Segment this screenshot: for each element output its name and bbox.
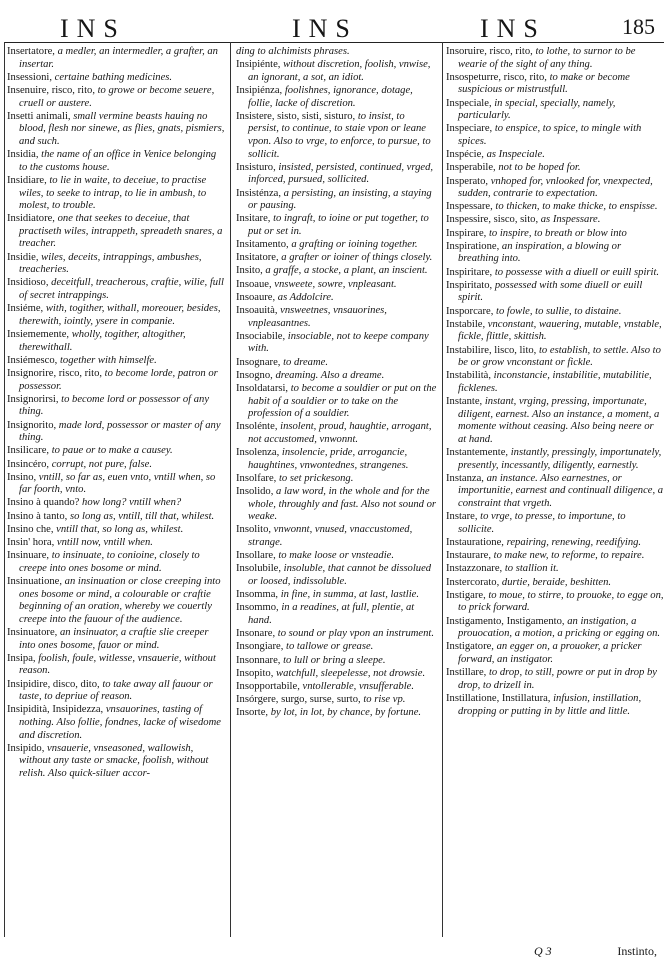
entry-headword: Insórgere, surgo, surse, surto, [236,694,361,706]
entry-definition: to fowle, to sullie, to distaine. [493,305,622,317]
entry-definition: to become lorde, patron or possessor. [19,367,218,392]
entry-headword: Insopportabile, [236,680,300,692]
dictionary-entry [236,628,438,641]
entry-headword: Insiememente, [7,329,70,340]
entry-definition: to sound or play vpon an instrument. [275,628,435,640]
entry-headword: Inspeciare, [446,123,493,135]
dictionary-entry [7,368,225,393]
entry-headword: Insoaue, [236,278,272,290]
entry-headword: Insignorire, risco, rito, [7,367,103,379]
dictionary-entry [236,370,438,383]
dictionary-entry [7,576,225,626]
entry-definition: corrupt, not pure, false. [49,458,152,470]
entry-headword: Insorte, [236,707,269,719]
entry-headword: Inspirare, [446,227,487,239]
entry-definition: a law word, in the whole and for the whole, throughly and fast. Also not sound or weake. [248,486,437,523]
dictionary-entry [7,213,225,251]
entry-definition: to paue or to make a causey. [49,445,173,457]
entry-definition: to insinuate, to conioine, closely to creepe into ones bosome or mind. [19,550,200,574]
entry-headword: Insito, [236,265,263,277]
dictionary-entry [446,162,664,175]
dictionary-entry [446,98,664,123]
entry-definition: vntill now, vntill when. [54,537,153,549]
dictionary-entry [7,303,225,328]
page-number: 185 [622,14,655,39]
entry-definition: so long as, vntill, till that, whilest. [67,510,215,522]
entry-definition: possessed with some diuell or euill spirit. [458,279,643,304]
entry-headword: Insipido, [7,742,45,754]
entry-definition: to dreame. [280,356,328,368]
dictionary-entry [446,214,664,227]
entry-headword: Instaurare, [446,550,491,562]
dictionary-entry [446,590,664,615]
dictionary-entry [236,239,438,252]
dictionary-entry [236,486,438,524]
entry-headword: Insinuare, [7,550,50,562]
entry-definition: foolishnes, ignorance, dotage, follie, lacke of discretion. [248,84,413,109]
entry-definition: vnsauerie, vnseasoned, wallowish, without any taste or smacke, foolish, without relish. Also quick-siluer accor- [19,742,209,779]
entry-definition: a persisting, an insisting, a staying or pausing. [248,187,432,212]
entry-headword: Insperato, [446,175,489,187]
entry-definition: vntill, so far as, euen vnto, vntill when, so far foorth, vnto. [19,471,216,496]
entry-definition: insisted, persisted, continued, vrged, inforced, pursued, sollicited. [248,161,434,186]
entry-headword: Instare, [446,511,478,523]
entry-definition: as Addolcire. [275,291,334,303]
dictionary-entry [446,537,664,550]
entry-headword: Insincéro, [7,458,50,470]
entry-headword: Insolubile, [236,563,282,575]
entry-definition: an inspiration, a blowing or breathing into. [458,240,622,265]
dictionary-entry [236,447,438,472]
entry-headword: Insitamento, [236,239,289,251]
entry-definition: foolish, foule, witlesse, vnsauerie, without reason. [19,652,216,677]
dictionary-entry [236,162,438,187]
entry-headword: Instillare, [446,667,487,679]
entry-definition: how long? vntill when? [79,497,182,509]
dictionary-entry [446,473,664,511]
entry-headword: Insogno, [236,369,273,381]
entry-definition: small vermine beasts hauing no blood, flesh nor sinewe, as flies, gnats, pismiers, and such. [19,110,225,147]
entry-headword: Instante, [446,396,483,408]
entry-headword: Instercorato, [446,576,500,588]
running-headword-right: INS [480,14,546,43]
dictionary-entry [7,743,225,781]
entry-headword: Insino, [7,471,37,483]
entry-definition: repairing, renewing, reedifying. [503,537,642,549]
entry-headword: Insenuire, risco, rito, [7,84,95,96]
entry-headword: Insiéme, [7,303,44,315]
entry-headword: Insidiare, [7,174,47,186]
entry-definition: to lothe, to surnor to be wearie of the sight of any thing. [458,46,636,70]
entry-headword: Inspessare, [446,201,493,213]
entry-headword: Insolito, [236,524,272,536]
dictionary-entry [446,345,664,370]
dictionary-entry [446,123,664,148]
dictionary-entry [446,149,664,162]
entry-definition: to stallion it. [502,563,559,575]
entry-definition: a graffe, a stocke, a plant, an inscient. [262,265,428,277]
dictionary-entry [236,331,438,356]
entry-definition: insolencie, pride, arrogancie, haughtines, vnwontednes, strangenes. [248,447,409,471]
entry-headword: Instanza, [446,472,484,484]
entry-headword: Insociabile, [236,330,286,342]
entry-headword: Insertatore, [7,46,55,57]
entry-headword: Insino à quando? [7,497,80,509]
dictionary-entry [7,537,225,550]
entry-definition: with, togither, withall, moreouer, besides, therewith, iointly, ysere in companie. [19,303,221,327]
entry-headword: Insignorirsi, [7,393,59,405]
dictionary-entry [7,85,225,110]
dictionary-entry [236,111,438,161]
entry-definition: together with himselfe. [57,354,157,366]
dictionary-entry [446,228,664,241]
dictionary-entry [7,420,225,445]
entry-definition: vnsweetnes, vnsauorines, vnpleasantnes. [248,305,387,329]
dictionary-entry [236,421,438,446]
dictionary-entry [446,267,664,280]
dictionary-entry [446,241,664,266]
entry-headword: Insipidire, disco, dito, [7,678,100,690]
entry-headword: Insisturo, [236,161,276,173]
entry-headword: Instigamento, Instigamento, [446,615,565,627]
dictionary-entry [446,280,664,305]
entry-headword: Inspiritare, [446,266,493,278]
entry-definition: durtie, beraide, beshitten. [499,576,612,588]
entry-headword: Insidie, [7,251,39,263]
dictionary-entry [236,265,438,278]
entry-definition: an instigation, a prouocation, a motion, a pricking or egging on. [458,615,661,640]
entry-definition: not to be hoped for. [495,162,581,174]
entry-definition: to growe or become seuere, cruell or austere. [19,84,215,109]
entry-definition: dreaming. Also a dreame. [272,369,385,381]
entry-headword: Insidioso, [7,277,49,289]
entry-headword: Inspiritato, [446,279,493,291]
entry-definition: vnsweete, sowre, vnpleasant. [271,278,397,290]
entry-headword: Insonare, [236,628,276,640]
dictionary-entry [7,355,225,368]
entry-definition: infusion, instillation, dropping or putting in by little and little. [458,692,642,717]
entry-headword: Instantemente, [446,447,509,459]
dictionary-entry [7,679,225,704]
entry-headword: Insignorito, [7,419,57,431]
entry-definition: the name of an office in Venice belonging to the customs house. [19,149,217,173]
entry-headword: Instigare, [446,589,486,601]
entry-definition: in a readines, at full, plentie, at hand. [248,602,415,626]
entry-headword: Insolido, [236,486,274,498]
dictionary-entry [7,277,225,302]
entry-headword: Insinuatore, [7,626,58,638]
dictionary-entry [446,511,664,536]
entry-definition: to lull or bring a sleepe. [280,654,386,666]
entry-definition: to enspice, to spice, to mingle with spices. [458,123,642,147]
entry-headword: Insoaure, [236,291,276,303]
dictionary-entry [236,550,438,563]
entry-definition: to insist, to persist, to continue, to staie vpon or leane vpon. Also to vrge, to enforce, to pursue, to sollicit. [248,110,431,160]
entry-definition: certaine bathing medicines. [52,71,173,83]
entry-headword: Insollare, [236,550,276,562]
dictionary-entry [236,694,438,707]
running-head [0,14,671,44]
dictionary-entry [236,357,438,370]
entry-definition: an egger on, a prouoker, a pricker forward, an instigator. [458,641,642,665]
entry-definition: watchfull, sleepelesse, not drowsie. [273,667,426,679]
dictionary-entry [236,641,438,654]
entry-definition: by lot, in lot, by chance, by fortune. [268,707,422,719]
entry-definition: to drop, to still, powre or put in drop by drop, to drizell in. [458,667,657,691]
dictionary-entry [7,329,225,354]
dictionary-entry [446,616,664,641]
entry-definition: vnwonnt, vnused, vnaccustomed, strange. [248,524,413,549]
entry-definition: to make loose or vnsteadie. [275,550,394,562]
entry-definition: to take away all fauour or taste, to depriue of reason. [19,678,213,703]
dictionary-entry [446,550,664,563]
entry-definition: to ingraft, to ioine or put together, to put or set in. [248,213,429,237]
entry-headword: Insilicare, [7,445,50,457]
dictionary-entry [446,370,664,395]
entry-headword: Insino à tanto, [7,510,68,522]
dictionary-entry [7,653,225,678]
entry-headword: Inspécie, [446,149,484,161]
entry-definition: insoluble, that cannot be dissolued or loosed, indissoluble. [248,563,432,587]
entry-headword: Insolfare, [236,472,277,484]
entry-definition: an insinuation or close creeping into ones bosome or mind, a colourable or craftie beginning of an oration, whereby we couertly creepe into the fauour of the audience. [19,576,221,625]
column-middle [236,46,438,720]
dictionary-entry [446,319,664,344]
entry-definition: instant, vrging, pressing, importunate, diligent, earnest. Also an instance, a moment, a momente without ceasing. Also being neere or at hand. [458,396,660,445]
entry-definition: to become lord or possessor of any thing. [19,393,210,418]
dictionary-entry [236,707,438,720]
dictionary-entry [7,511,225,524]
entry-definition: to vrge, to presse, to importune, to sollicite. [458,511,626,535]
entry-headword: Insin' hora, [7,537,55,549]
dictionary-entry [7,459,225,472]
dictionary-entry [236,563,438,588]
entry-definition: to make new, to reforme, to repaire. [491,550,645,562]
entry-headword: Instabilire, lisco, lito, [446,344,537,356]
entry-headword: Instabilità, [446,370,492,382]
dictionary-entry [446,577,664,590]
entry-headword: Insipa, [7,652,36,664]
entry-definition: an insinuator, a craftie slie creeper into ones bosome, fauor or mind. [19,626,209,651]
entry-definition: instantly, pressingly, importunately, presently, incessantly, diligently, earnestly. [458,447,662,471]
dictionary-entry [7,111,225,149]
entry-headword: Insitatore, [236,252,279,264]
dictionary-entry [236,252,438,265]
column-rule-left [4,42,5,937]
dictionary-entry [7,497,225,510]
entry-definition: insolent, proud, haughtie, arrogant, not accustomed, vnwonnt. [248,421,432,445]
entry-headword: Inspeciale, [446,97,492,109]
entry-definition: to make or become suspicious or mistrustfull. [458,71,630,96]
entry-definition: a medler, an intermedler, a grafter, an insertar. [19,46,218,70]
dictionary-entry [446,447,664,472]
entry-definition: to rise vp. [360,694,406,706]
entry-headword: Insoruire, risco, rito, [446,46,533,57]
dictionary-entry [7,252,225,277]
dictionary-entry [7,704,225,742]
entry-definition: to moue, to stirre, to prouoke, to egge on, to prick forward. [458,589,664,614]
entry-definition: to possesse with a diuell or euill spirit. [492,266,660,278]
running-headword-left: INS [60,14,126,43]
entry-definition: one that seekes to deceiue, that practiseth wiles, intrappeth, spreadeth snares, a treacher. [19,213,223,250]
entry-definition: without discretion, foolish, vnwise, an ignorant, a sot, an idiot. [248,59,431,83]
dictionary-entry [7,627,225,652]
entry-headword: Inspessire, sisco, sito, [446,214,539,226]
dictionary-entry [446,641,664,666]
entry-definition: vntollerable, vnsufferable. [299,680,414,692]
entry-definition: in special, specially, namely, particularly. [458,97,616,122]
running-headword-center: INS [292,14,358,43]
entry-headword: Insospeturre, risco, rito, [446,71,547,83]
entry-headword: Insipidità, Insipidezza, [7,704,104,716]
dictionary-entry [236,85,438,110]
dictionary-entry [446,693,664,718]
entry-headword: Insisténza, [236,187,282,199]
dictionary-entry [236,188,438,213]
dictionary-entry [236,292,438,305]
dictionary-entry [446,72,664,97]
dictionary-entry [446,201,664,214]
entry-definition: inconstancie, instabilitie, mutabilitie, ficklenes. [458,370,652,394]
dictionary-entry [7,394,225,419]
entry-headword: Insolénte, [236,421,278,433]
dictionary-entry [446,176,664,201]
entry-definition: insociable, not to keepe company with. [248,330,429,355]
dictionary-entry [446,46,664,71]
entry-definition: vnconstant, wauering, mutable, vnstable, fickle, flittle, skittish. [458,318,662,343]
entry-headword: Insessioni, [7,71,53,83]
dictionary-entry [236,655,438,668]
column-rule-1 [230,42,231,937]
dictionary-entry [236,473,438,486]
header-rule [4,42,664,43]
entry-headword: Instazzonare, [446,563,503,575]
dictionary-entry [236,213,438,238]
dictionary-entry [7,472,225,497]
dictionary-entry [7,445,225,458]
entry-headword: Insetti animali, [7,110,71,122]
dictionary-entry [236,524,438,549]
entry-definition: a grafting or ioining together. [288,239,418,251]
entry-headword: Instillatione, Instillatura, [446,692,551,704]
entry-headword: Insipiénte, [236,59,281,71]
dictionary-entry [446,306,664,319]
entry-definition: wiles, deceits, intrappings, ambushes, treacheries. [19,251,202,276]
entry-definition: as Inspessare. [538,214,601,226]
entry-headword: Insino che, [7,523,54,535]
entry-headword: Inspiratione, [446,240,500,252]
entry-definition: vnhoped for, vnlooked for, vnexpected, sudden, contrarie to expectation. [458,175,653,200]
entry-definition: as Inspeciale. [483,149,545,161]
dictionary-entry [446,667,664,692]
dictionary-entry [446,396,664,446]
dictionary-entry [236,305,438,330]
entry-headword: Insoauità, [236,305,278,316]
page-footer [0,944,671,964]
catchword: Instinto, [617,944,657,958]
column-right [446,46,664,719]
entry-definition: to establish, to settle. Also to be or grow vnconstant or fickle. [458,344,661,369]
entry-definition: to tallowe or grease. [283,641,374,653]
entry-headword: Instigatore, [446,641,494,653]
column-left [7,46,225,781]
entry-headword: Insomma, [236,589,279,601]
entry-headword: Insidiatore, [7,213,55,225]
entry-headword: Instauratione, [446,537,504,549]
dictionary-entry [236,383,438,421]
dictionary-entry [236,589,438,602]
entry-headword: Insommo, [236,602,279,614]
entry-definition: to thicken, to make thicke, to enspisse. [492,201,658,213]
entry-definition: to inspire, to breath or blow into [486,227,627,239]
dictionary-entry [236,46,438,59]
dictionary-entry [236,668,438,681]
dictionary-entry [7,72,225,85]
entry-headword: Insistere, sisto, sisti, sisturo, [236,110,356,122]
entry-definition: to lie in waite, to deceiue, to practise wiles, to seeke to intrap, to lie in ambush, to molest, to trouble. [19,174,207,212]
entry-headword: Insporcare, [446,305,494,317]
dictionary-entry [7,524,225,537]
dictionary-entry [7,175,225,213]
signature-mark: Q 3 [534,944,552,958]
entry-headword: Insopito, [236,667,274,679]
entry-definition: vnsauorines, tasting of nothing. Also follie, fondnes, lacke of wisedome and discretion. [19,704,221,741]
entry-headword: Insonnare, [236,654,281,666]
entry-headword: Insitare, [236,213,271,225]
entry-headword: Insoldatarsi, [236,382,289,394]
entry-headword: Insiémesco, [7,354,58,366]
dictionary-entry [7,149,225,174]
entry-headword: Insperabile, [446,162,496,174]
dictionary-entry [7,46,225,71]
entry-definition: made lord, possessor or master of any thing. [19,419,221,444]
dictionary-entry [236,602,438,627]
entry-headword: Insolenza, [236,447,280,459]
dictionary-entry [7,550,225,575]
entry-definition: to set prickesong. [276,472,354,484]
dictionary-entry [446,563,664,576]
entry-headword: Insognare, [236,356,281,368]
entry-headword: Insongiare, [236,641,284,653]
entry-definition: vntill that, so long as, whilest. [53,523,184,535]
entry-definition: an instance. Also earnestnes, or importunitie, earnest and continuall diligence, a constraint that vrgeth. [458,472,664,510]
entry-headword: Insipiénza, [236,84,283,96]
dictionary-entry [236,681,438,694]
entry-definition: in fine, in summa, at last, lastlie. [278,589,420,601]
entry-headword: Insinuatione, [7,576,63,587]
entry-headword: Instabile, [446,318,486,330]
entry-definition: ding to alchimists phrases. [236,46,350,57]
entry-definition: to become a souldier or put on the habit of a souldier or to take on the profession of a souldier. [248,382,437,420]
dictionary-entry [236,59,438,84]
entry-definition: deceitfull, treacherous, craftie, wilie, full of secret intrappings. [19,277,224,302]
entry-definition: a grafter or ioiner of things closely. [278,252,433,264]
entry-definition: wholly, togither, altogither, therewithall. [19,329,186,353]
entry-headword: Insidia, [7,149,39,161]
column-rule-2 [442,42,443,937]
dictionary-entry [236,279,438,292]
